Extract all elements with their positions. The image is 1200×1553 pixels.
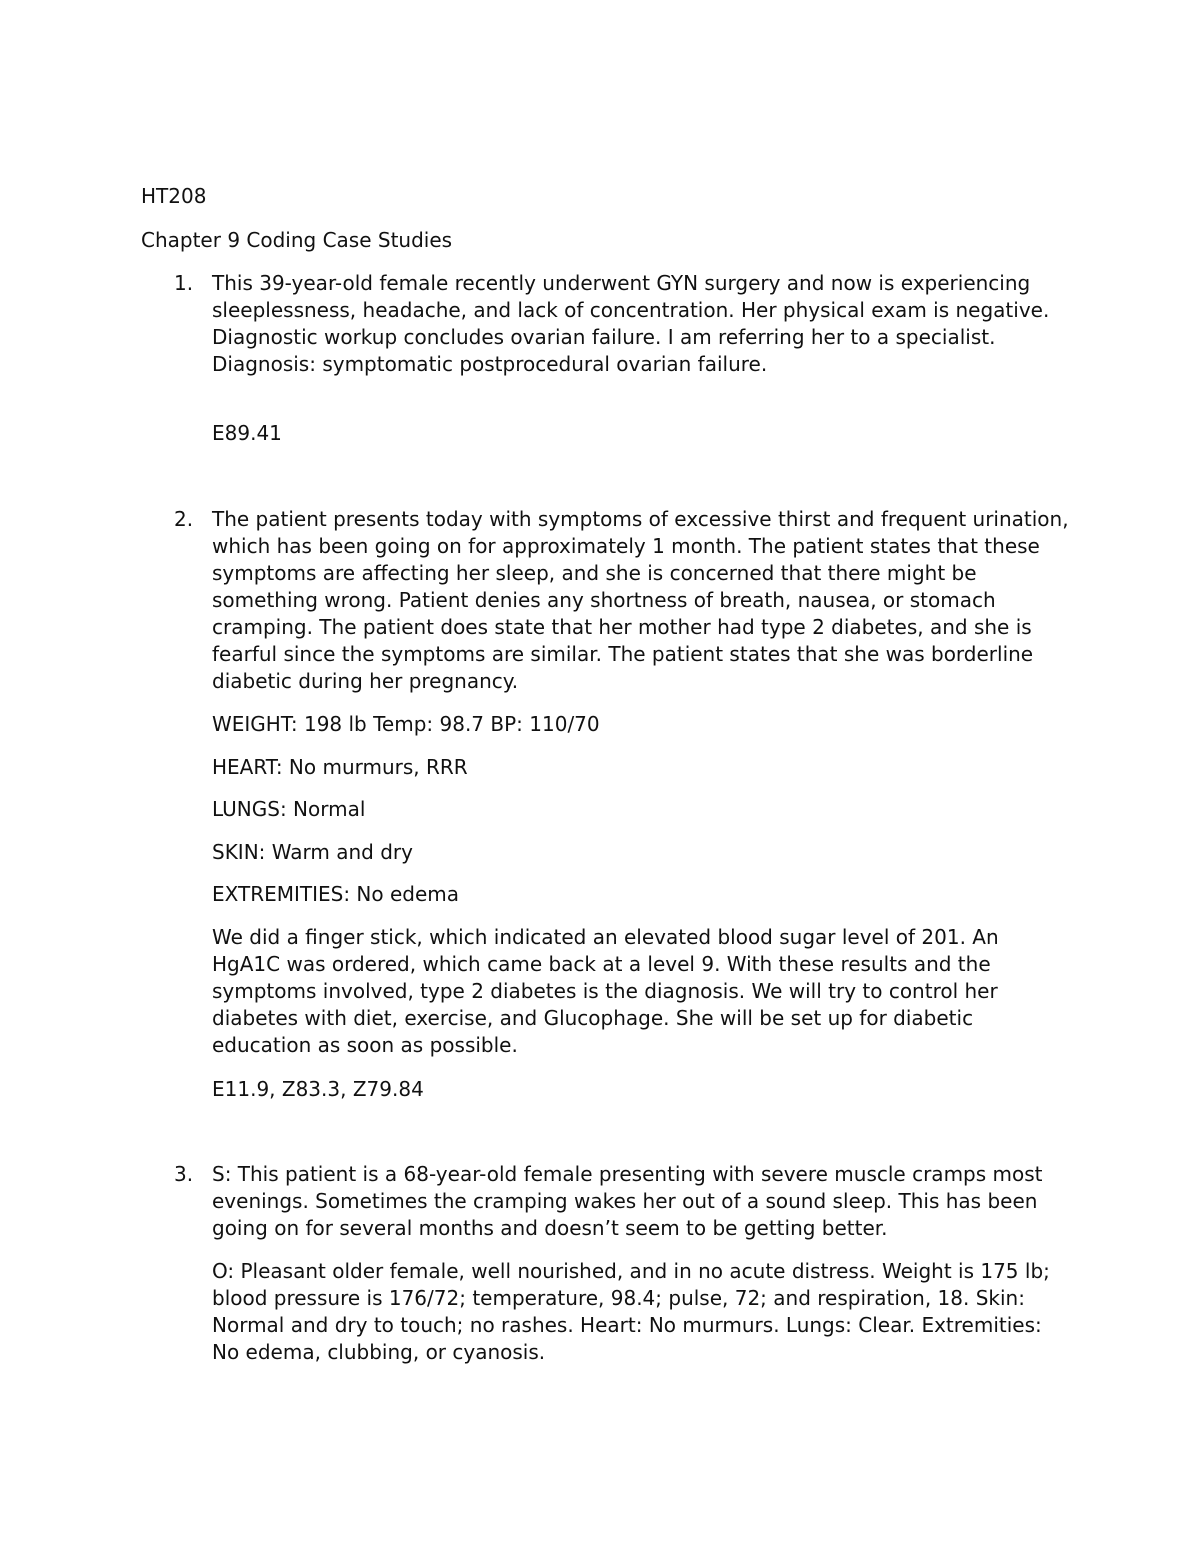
case-2-vitals: WEIGHT: 198 lb Temp: 98.7 BP: 110/70 (212, 712, 600, 736)
case-2-number: 2. (174, 507, 194, 531)
course-code: HT208 (141, 184, 207, 208)
case-3-number: 3. (174, 1162, 194, 1186)
case-2-extremities: EXTREMITIES: No edema (212, 882, 460, 906)
case-1-code: E89.41 (212, 421, 282, 445)
case-2-narrative: The patient presents today with symptoms of excessive thirst and frequent urination, which has been going on for approximately 1 month. The patient states that these symptoms are affecting her sleep, and she is concerned that there might be something wrong. Patient denies any shortness of breath, nausea, or stomach cramping. The patient does state that her mother had type 2 diabetes, and she is fearful since the symptoms are similar. The patient states that she was borderline diabetic during her pregnancy. (212, 507, 1069, 693)
case-3-objective: O: Pleasant older female, well nourished, and in no acute distress. Weight is 175 lb; blood pressure is 176/72; temperature, 98.4; pulse, 72; and respiration, 18. Skin: Normal and dry to touch; no rashes. Heart: No murmurs. Lungs: Clear. Extremities: No edema, clubbing, or cyanosis. (212, 1259, 1050, 1364)
case-3-subjective: S: This patient is a 68-year-old female presenting with severe muscle cramps most evenings. Sometimes the cramping wakes her out of a sound sleep. This has been going on for several months and doesn’t seem to be getting better. (212, 1162, 1043, 1240)
document-title: Chapter 9 Coding Case Studies (141, 228, 453, 252)
case-2-heart: HEART: No murmurs, RRR (212, 755, 468, 779)
case-1-number: 1. (174, 271, 194, 295)
case-2-lungs: LUNGS: Normal (212, 797, 366, 821)
case-2-skin: SKIN: Warm and dry (212, 840, 413, 864)
case-2-codes: E11.9, Z83.3, Z79.84 (212, 1077, 424, 1101)
case-2-assessment: We did a finger stick, which indicated an elevated blood sugar level of 201. An HgA1C was ordered, which came back at a level 9. With these results and the symptoms involved, type 2 diabetes is the diagnosis. We will try to control her diabetes with diet, exercise, and Glucophage. She will be set up for diabetic education as soon as possible. (212, 925, 999, 1057)
case-1-narrative: This 39-year-old female recently underwent GYN surgery and now is experiencing sleeplessness, headache, and lack of concentration. Her physical exam is negative. Diagnostic workup concludes ovarian failure. I am referring her to a specialist. Diagnosis: symptomatic postprocedural ovarian failure. (212, 271, 1050, 376)
